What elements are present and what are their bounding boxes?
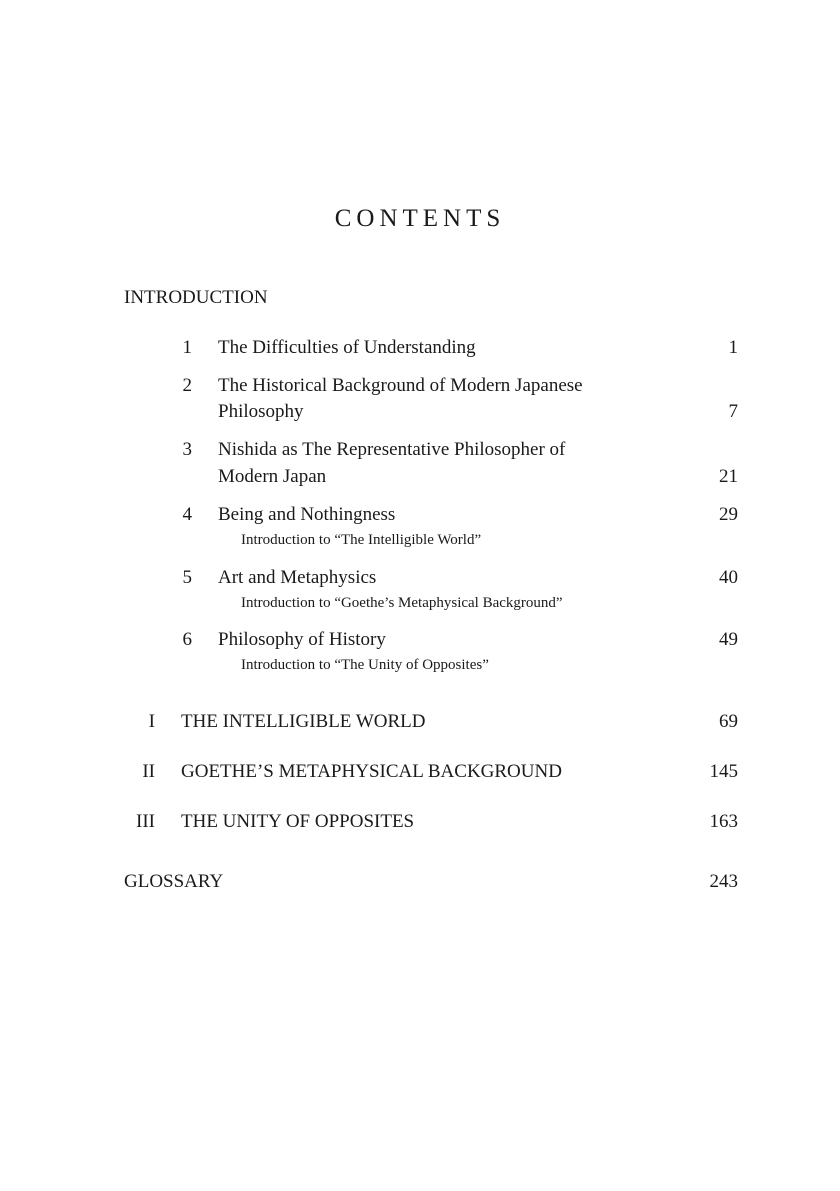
page-number: 1 (728, 337, 738, 358)
page-number: 243 (709, 871, 738, 892)
page-number: 163 (709, 811, 738, 832)
chapter-title: Art and Metaphysics (218, 567, 377, 588)
chapter-title: Philosophy of History (218, 629, 386, 650)
introduction-heading: INTRODUCTION (124, 287, 268, 308)
part-title: THE UNITY OF OPPOSITES (181, 811, 415, 832)
part-roman: II (142, 761, 155, 782)
chapter-number: 6 (182, 629, 192, 650)
chapter-number: 1 (182, 337, 192, 358)
page-title: CONTENTS (334, 205, 506, 232)
chapter-title: Nishida as The Representative Philosopher of (218, 439, 566, 460)
chapter-subtitle: Introduction to “The Intelligible World” (241, 532, 482, 548)
chapter-title: Being and Nothingness (218, 504, 396, 525)
part-roman: I (148, 711, 155, 732)
page-number: 7 (728, 401, 738, 422)
chapter-number: 5 (182, 567, 192, 588)
part-roman: III (136, 811, 155, 832)
chapter-number: 4 (182, 504, 192, 525)
chapter-title-continued: Modern Japan (218, 466, 327, 487)
chapter-title: The Difficulties of Understanding (218, 337, 476, 358)
chapter-number: 3 (182, 439, 192, 460)
page-number: 40 (719, 567, 738, 588)
page-number: 21 (719, 466, 738, 487)
glossary-title: GLOSSARY (124, 871, 224, 892)
page-number: 145 (709, 761, 738, 782)
part-title: GOETHE’S METAPHYSICAL BACKGROUND (181, 761, 562, 782)
chapter-number: 2 (182, 375, 192, 396)
page-number: 29 (719, 504, 738, 525)
chapter-title: The Historical Background of Modern Japanese (218, 375, 583, 396)
page-number: 49 (719, 629, 738, 650)
part-title: THE INTELLIGIBLE WORLD (181, 711, 426, 732)
chapter-subtitle: Introduction to “The Unity of Opposites” (241, 657, 489, 673)
chapter-subtitle: Introduction to “Goethe’s Metaphysical Background” (241, 595, 563, 611)
page-number: 69 (719, 711, 738, 732)
chapter-title-continued: Philosophy (218, 401, 304, 422)
